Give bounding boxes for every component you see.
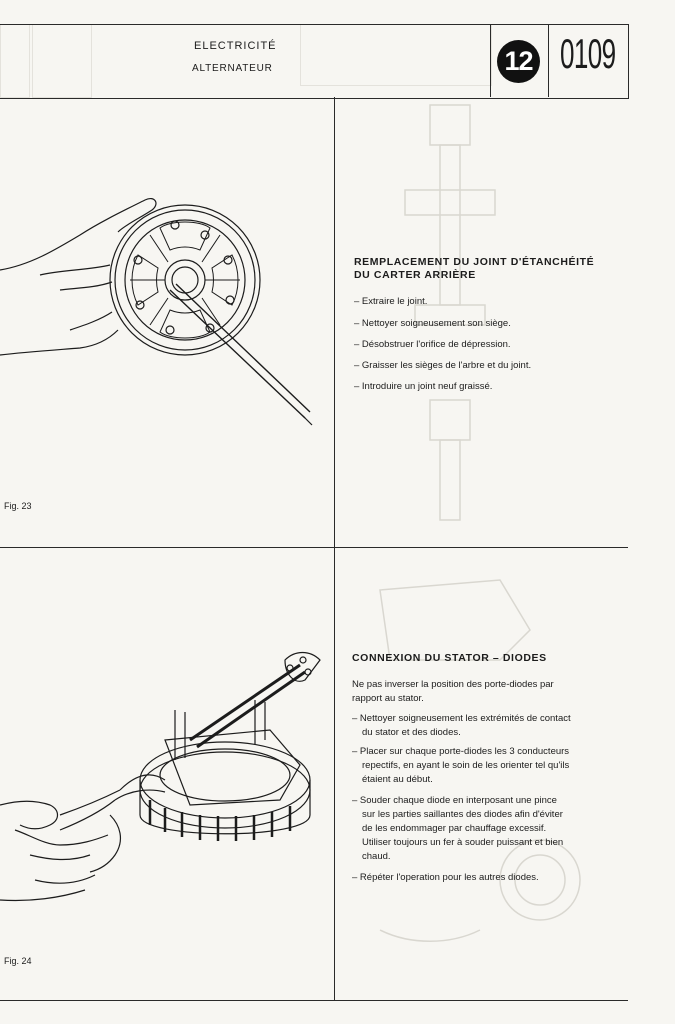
section-heading-line: CONNEXION DU STATOR – DIODES <box>352 652 547 664</box>
figure-24-illustration <box>0 640 330 940</box>
page-code: 0109 <box>560 30 616 77</box>
instruction-line: – Souder chaque diode en interposant une pince <box>352 795 557 806</box>
section-intro-line: Ne pas inverser la position des porte-diodes par <box>352 679 554 690</box>
header-divider <box>548 24 549 97</box>
instruction-step: – Désobstruer l'orifice de dépression. <box>354 339 511 350</box>
instruction-step: – Introduire un joint neuf graissé. <box>354 381 493 392</box>
instruction-step <box>352 745 569 787</box>
section-intro <box>352 678 554 706</box>
instruction-line: chaud. <box>362 851 391 862</box>
section-heading <box>352 652 547 665</box>
header-divider <box>490 24 491 97</box>
instruction-line: repectifs, en ayant le soin de les orienter tel qu'ils <box>362 760 570 771</box>
instruction-line: – Nettoyer soigneusement les extrémités de contact <box>352 713 571 724</box>
column-divider <box>334 97 335 1001</box>
chapter-badge: 12 <box>497 40 540 83</box>
row-divider <box>0 547 628 548</box>
instruction-step <box>352 794 563 864</box>
page-bottom-rule <box>0 1000 628 1001</box>
instruction-line: – Placer sur chaque porte-diodes les 3 conducteurs <box>352 746 570 757</box>
instruction-step: – Nettoyer soigneusement son siège. <box>354 318 511 329</box>
page-section-subtitle: ALTERNATEUR <box>192 63 273 74</box>
instruction-step: – Graisser les sièges de l'arbre et du joint. <box>354 360 532 371</box>
instruction-step <box>352 871 539 885</box>
instruction-line: – Répéter l'operation pour les autres diodes. <box>352 872 539 883</box>
section-heading <box>354 256 594 282</box>
figure-23-illustration <box>0 180 330 520</box>
page-section-title: ELECTRICITÉ <box>194 40 277 52</box>
instruction-line: de les endommager par chauffage excessif. <box>362 823 547 834</box>
section-intro-line: rapport au stator. <box>352 693 424 704</box>
instruction-step <box>352 712 571 740</box>
instruction-step: – Extraire le joint. <box>354 296 428 307</box>
instruction-line: sur les parties saillantes des diodes afin d'éviter <box>362 809 563 820</box>
instruction-line: Utiliser toujours un fer à souder puissant et bien <box>362 837 564 848</box>
figure-label: Fig. 24 <box>4 956 32 966</box>
section-heading-line: DU CARTER ARRIÈRE <box>354 269 476 281</box>
figure-label: Fig. 23 <box>4 501 32 511</box>
section-heading-line: REMPLACEMENT DU JOINT D'ÉTANCHÉITÉ <box>354 256 595 268</box>
instruction-line: étaient au début. <box>362 774 433 785</box>
instruction-line: du stator et des diodes. <box>362 727 461 738</box>
